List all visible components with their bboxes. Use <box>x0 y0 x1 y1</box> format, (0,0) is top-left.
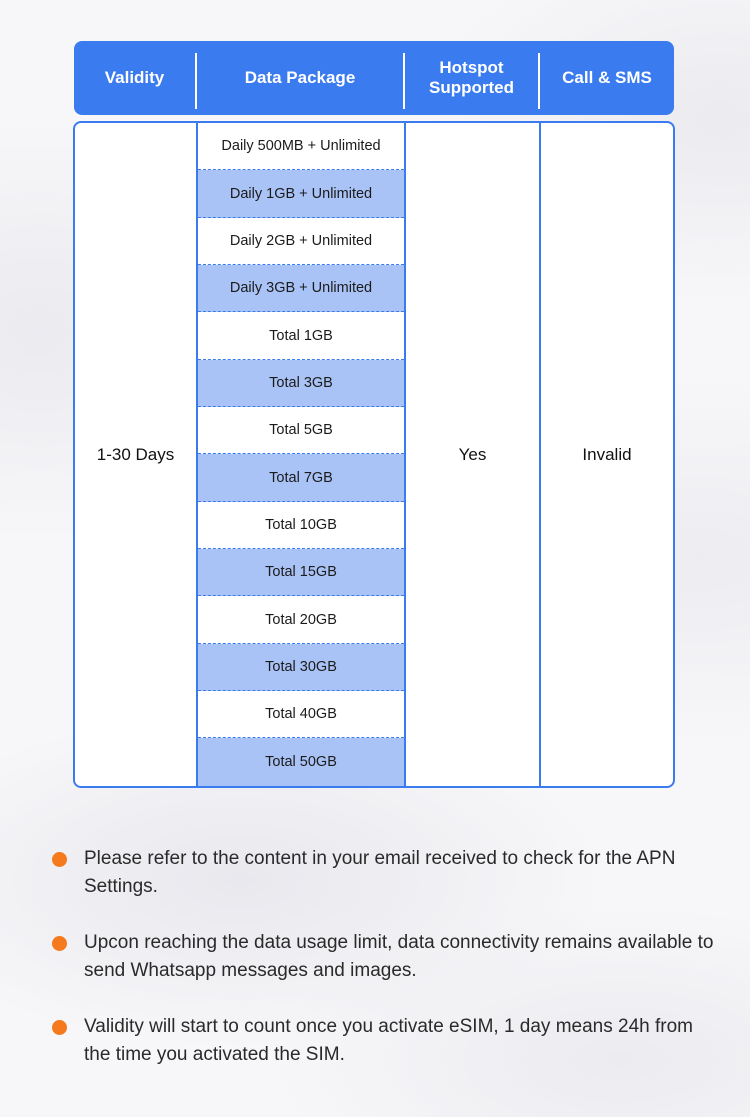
package-row: Total 7GB <box>198 454 404 501</box>
note-item <box>50 1013 720 1069</box>
package-row: Total 1GB <box>198 312 404 359</box>
validity-cell: 1-30 Days <box>96 444 175 464</box>
package-row: Total 3GB <box>198 360 404 407</box>
package-row: Total 50GB <box>198 738 404 785</box>
package-row: Total 40GB <box>198 691 404 738</box>
call-sms-cell: Invalid <box>582 444 632 464</box>
package-row: Daily 3GB + Unlimited <box>198 265 404 312</box>
bullet-icon <box>52 936 67 951</box>
note-text: Please refer to the content in your email received to check for the APN Settings. <box>84 848 676 897</box>
data-package-column <box>198 123 404 786</box>
package-row: Daily 2GB + Unlimited <box>198 218 404 265</box>
header-data-package: Data Package <box>244 68 356 87</box>
bullet-icon <box>52 1020 67 1035</box>
note-item <box>50 929 720 985</box>
package-row: Total 20GB <box>198 596 404 643</box>
package-row: Daily 1GB + Unlimited <box>198 170 404 217</box>
header-hotspot-supported: Hotspot Supported <box>429 58 514 97</box>
note-item <box>50 845 720 901</box>
notes-list <box>50 845 720 1097</box>
note-text: Validity will start to count once you activate eSIM, 1 day means 24h from the time you activated the SIM. <box>84 1016 693 1065</box>
note-text: Upcon reaching the data usage limit, data connectivity remains available to send Whatsapp messages and images. <box>84 932 714 981</box>
table-header <box>74 41 674 115</box>
bullet-icon <box>52 852 67 867</box>
header-call-sms: Call & SMS <box>562 68 652 87</box>
package-row: Total 10GB <box>198 502 404 549</box>
package-row: Total 5GB <box>198 407 404 454</box>
package-row: Daily 500MB + Unlimited <box>198 123 404 170</box>
hotspot-cell: Yes <box>458 444 487 464</box>
package-row: Total 15GB <box>198 549 404 596</box>
package-row: Total 30GB <box>198 644 404 691</box>
plan-table <box>73 121 675 788</box>
header-validity: Validity <box>104 68 165 87</box>
